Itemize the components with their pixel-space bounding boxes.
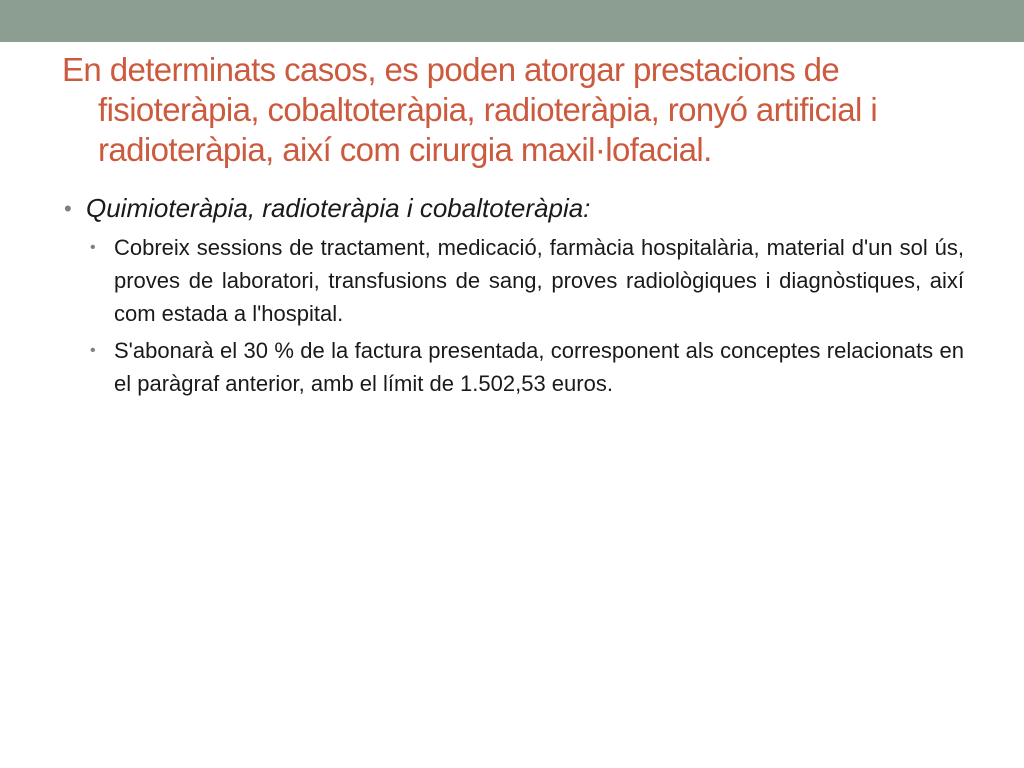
bullet-dot-icon: • xyxy=(90,239,96,256)
sub-bullet-text: Cobreix sessions de tractament, medicació, farmàcia hospitalària, material d'un sol ús, proves de laboratori, transfusions de sang, proves radiològiques i diagnòstiques, així com estada a l'hospital. xyxy=(114,235,964,326)
slide-body xyxy=(64,191,964,404)
bullet-heading-text: Quimioteràpia, radioteràpia i cobaltoteràpia: xyxy=(86,193,591,223)
bullet-item-heading xyxy=(64,191,964,225)
sub-bullet-text: S'abonarà el 30 % de la factura presentada, corresponent als conceptes relacionats en el paràgraf anterior, amb el límit de 1.502,53 euros. xyxy=(114,338,964,396)
sub-bullet-item xyxy=(64,231,964,330)
slide-title: En determinats casos, es poden atorgar prestacions de fisioteràpia, cobaltoteràpia, radioteràpia, ronyó artificial i radioteràpia, així com cirurgia maxil·lofacial. xyxy=(62,51,878,168)
bullet-dot-icon: • xyxy=(90,342,96,359)
bullet-dot-icon: • xyxy=(64,196,72,221)
sub-bullet-item xyxy=(64,334,964,400)
top-accent-bar xyxy=(0,0,1024,42)
